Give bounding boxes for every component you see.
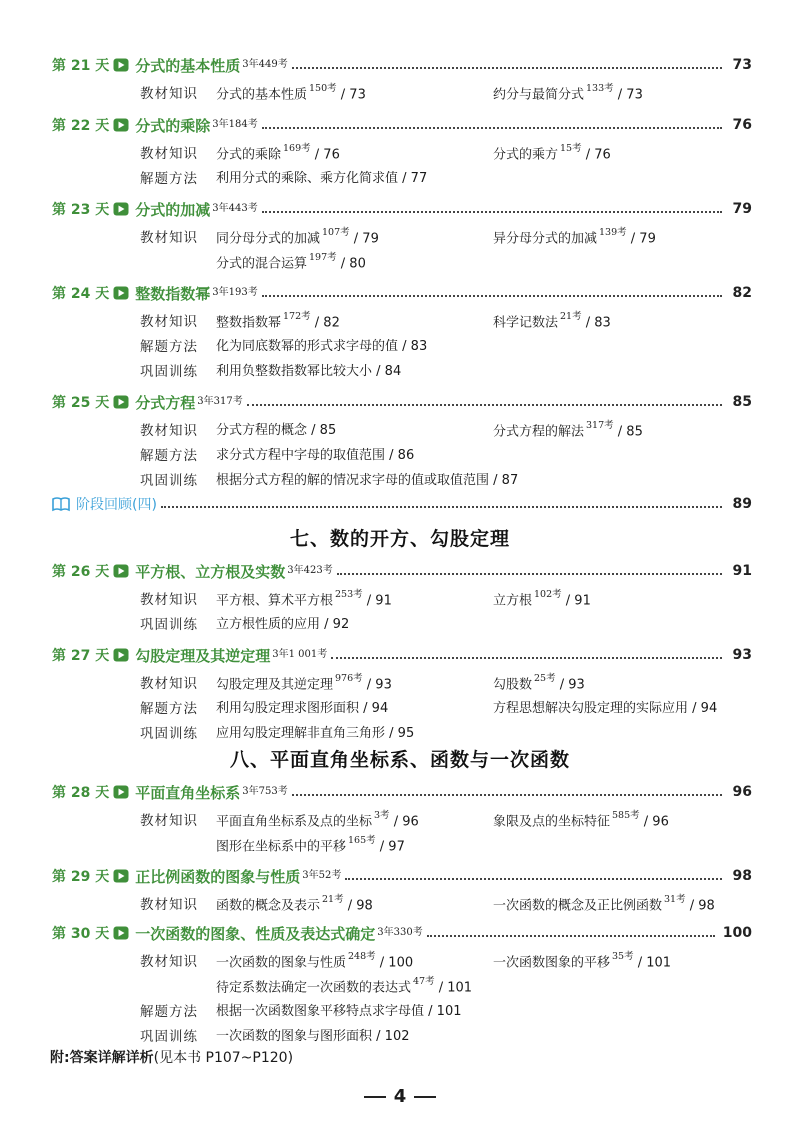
exam-stat: 3年317考 bbox=[197, 395, 243, 407]
day-heading[interactable] bbox=[52, 389, 752, 415]
topic-entry[interactable] bbox=[216, 950, 413, 970]
topic-text: 分式的乘除 bbox=[216, 147, 282, 163]
dot-leader bbox=[337, 573, 722, 575]
page-number: 98 bbox=[732, 868, 752, 884]
sub-section-row bbox=[140, 358, 760, 380]
topic-entry[interactable] bbox=[216, 251, 366, 271]
sub-section-label: 解题方法 bbox=[140, 339, 198, 355]
topic-text: 同分母分式的加减 bbox=[216, 231, 321, 247]
topic-text: 分式方程的解法 bbox=[493, 424, 585, 440]
dot-leader bbox=[161, 506, 722, 508]
topic-text: 方程思想解决勾股定理的实际应用 bbox=[493, 701, 689, 716]
topic-page: / 87 bbox=[493, 473, 519, 488]
sub-section-row bbox=[140, 224, 760, 246]
sub-section-row bbox=[140, 807, 760, 829]
topic-exam-stat: 197考 bbox=[309, 252, 337, 263]
day-number: 第 28 天 bbox=[52, 785, 110, 801]
topic-entry[interactable] bbox=[493, 419, 643, 439]
sub-section-row bbox=[140, 891, 760, 913]
topic-text: 立方根性质的应用 bbox=[216, 617, 321, 632]
sub-section-row bbox=[140, 140, 760, 162]
page-number: 76 bbox=[732, 117, 752, 133]
day-title: 平方根、立方根及实数 bbox=[135, 562, 286, 581]
topic-page: / 96 bbox=[393, 814, 419, 830]
topic-exam-stat: 150考 bbox=[309, 83, 337, 94]
topic-page: / 76 bbox=[314, 147, 340, 163]
sub-section-row bbox=[140, 249, 760, 271]
topic-entry[interactable] bbox=[493, 310, 611, 330]
topic-entry[interactable] bbox=[216, 588, 392, 608]
topic-page: / 91 bbox=[565, 593, 591, 609]
sub-section-row bbox=[140, 1023, 760, 1045]
day-heading[interactable] bbox=[52, 196, 752, 222]
topic-exam-stat: 133考 bbox=[586, 83, 614, 94]
topic-page: / 83 bbox=[585, 315, 611, 331]
topic-entry[interactable] bbox=[493, 82, 643, 102]
day-title: 整数指数幂 bbox=[135, 284, 211, 303]
topic-text: 分式的基本性质 bbox=[216, 87, 308, 103]
dot-leader bbox=[345, 878, 722, 880]
topic-exam-stat: 35考 bbox=[612, 951, 634, 962]
dot-leader bbox=[427, 935, 715, 937]
topic-page: / 85 bbox=[617, 424, 643, 440]
topic-page: / 101 bbox=[428, 1004, 462, 1019]
topic-text: 根据一次函数图象平移特点求字母值 bbox=[216, 1004, 425, 1019]
exam-stat: 3年330考 bbox=[377, 926, 423, 938]
sub-section-row bbox=[140, 670, 760, 692]
exam-stat: 3年193考 bbox=[212, 286, 258, 298]
topic-exam-stat: 47考 bbox=[413, 976, 435, 987]
topic-text: 平面直角坐标系及点的坐标 bbox=[216, 814, 373, 830]
sub-section-row bbox=[140, 442, 760, 464]
topic-text: 整数指数幂 bbox=[216, 315, 282, 331]
review-heading[interactable] bbox=[52, 492, 752, 516]
exam-stat: 3年443考 bbox=[212, 202, 258, 214]
play-video-icon[interactable] bbox=[113, 785, 129, 799]
exam-stat: 3年184考 bbox=[212, 118, 258, 130]
day-title: 勾股定理及其逆定理 bbox=[135, 646, 271, 665]
day-number: 第 30 天 bbox=[52, 926, 110, 942]
topic-page: / 79 bbox=[630, 231, 656, 247]
day-number: 第 29 天 bbox=[52, 869, 110, 885]
topic-text: 立方根 bbox=[493, 593, 533, 609]
sub-section-row bbox=[140, 720, 760, 742]
topic-exam-stat: 31考 bbox=[664, 894, 686, 905]
day-title: 分式的基本性质 bbox=[135, 56, 241, 75]
sub-section-row bbox=[140, 165, 760, 187]
sub-section-label: 巩固训练 bbox=[140, 1029, 198, 1045]
topic-entry[interactable] bbox=[216, 697, 388, 716]
topic-page: / 73 bbox=[340, 87, 366, 103]
topic-entry[interactable] bbox=[216, 419, 336, 438]
topic-entry[interactable] bbox=[216, 444, 414, 463]
topic-entry[interactable] bbox=[216, 613, 349, 632]
day-number: 第 23 天 bbox=[52, 202, 110, 218]
topic-entry[interactable] bbox=[216, 226, 379, 246]
topic-page: / 94 bbox=[363, 701, 389, 716]
topic-page: / 98 bbox=[347, 898, 373, 914]
sub-section-label: 教材知识 bbox=[140, 954, 198, 970]
topic-entry[interactable] bbox=[216, 1025, 409, 1044]
sub-section-label: 巩固训练 bbox=[140, 364, 198, 380]
sub-section-label: 解题方法 bbox=[140, 701, 198, 717]
page-number: 82 bbox=[732, 285, 752, 301]
sub-section-row bbox=[140, 948, 760, 970]
topic-text: 象限及点的坐标特征 bbox=[493, 814, 611, 830]
topic-text: 待定系数法确定一次函数的表达式 bbox=[216, 980, 412, 996]
topic-entry[interactable] bbox=[493, 226, 656, 246]
footer-page-label: 4 bbox=[393, 1086, 407, 1107]
play-video-icon[interactable] bbox=[113, 926, 129, 940]
topic-page: / 82 bbox=[314, 315, 340, 331]
topic-text: 勾股数 bbox=[493, 677, 533, 693]
topic-page: / 93 bbox=[559, 677, 585, 693]
topic-entry[interactable] bbox=[216, 672, 392, 692]
sub-section-row bbox=[140, 467, 760, 489]
topic-text: 应用勾股定理解非直角三角形 bbox=[216, 726, 386, 741]
topic-entry[interactable] bbox=[216, 834, 405, 854]
topic-entry[interactable] bbox=[216, 142, 340, 162]
sub-section-row bbox=[140, 998, 760, 1020]
dot-leader bbox=[292, 794, 722, 796]
page-number: 100 bbox=[722, 925, 752, 941]
topic-entry[interactable] bbox=[493, 809, 669, 829]
page-number: 85 bbox=[732, 394, 752, 410]
exam-stat: 3年449考 bbox=[242, 58, 288, 70]
topic-exam-stat: 102考 bbox=[534, 589, 562, 600]
topic-page: / 76 bbox=[585, 147, 611, 163]
sub-section-label: 解题方法 bbox=[140, 1004, 198, 1020]
topic-entry[interactable] bbox=[216, 722, 414, 741]
topic-exam-stat: 172考 bbox=[283, 311, 311, 322]
topic-exam-stat: 976考 bbox=[335, 673, 363, 684]
dot-leader bbox=[292, 67, 722, 69]
sub-section-label: 教材知识 bbox=[140, 676, 198, 692]
day-number: 第 21 天 bbox=[52, 58, 110, 74]
topic-page: / 92 bbox=[324, 617, 350, 632]
page-number: 89 bbox=[732, 496, 752, 512]
day-heading[interactable] bbox=[52, 558, 752, 584]
sub-section-label: 教材知识 bbox=[140, 813, 198, 829]
topic-page: / 80 bbox=[340, 256, 366, 272]
topic-entry[interactable] bbox=[216, 167, 427, 186]
footer-dash-right bbox=[414, 1096, 436, 1098]
topic-text: 平方根、算术平方根 bbox=[216, 593, 334, 609]
footer-page-number bbox=[0, 1086, 800, 1107]
day-heading[interactable] bbox=[52, 112, 752, 138]
topic-text: 分式的混合运算 bbox=[216, 256, 308, 272]
topic-exam-stat: 169考 bbox=[283, 143, 311, 154]
sub-section-row bbox=[140, 832, 760, 854]
day-number: 第 22 天 bbox=[52, 118, 110, 134]
topic-page: / 86 bbox=[389, 448, 415, 463]
topic-exam-stat: 15考 bbox=[560, 143, 582, 154]
day-number: 第 25 天 bbox=[52, 395, 110, 411]
topic-text: 一次函数的概念及正比例函数 bbox=[493, 898, 663, 914]
topic-page: / 84 bbox=[376, 364, 402, 379]
topic-entry[interactable] bbox=[216, 893, 373, 913]
topic-entry[interactable] bbox=[493, 588, 591, 608]
topic-exam-stat: 253考 bbox=[335, 589, 363, 600]
exam-stat: 3年753考 bbox=[242, 785, 288, 797]
sub-section-row bbox=[140, 973, 760, 995]
topic-page: / 85 bbox=[311, 423, 337, 438]
topic-page: / 102 bbox=[376, 1029, 410, 1044]
day-title: 分式方程 bbox=[135, 393, 196, 412]
topic-page: / 91 bbox=[366, 593, 392, 609]
day-title: 平面直角坐标系 bbox=[135, 783, 241, 802]
topic-text: 一次函数图象的平移 bbox=[493, 955, 611, 971]
topic-exam-stat: 165考 bbox=[348, 835, 376, 846]
topic-entry[interactable] bbox=[493, 142, 611, 162]
topic-entry[interactable] bbox=[493, 950, 671, 970]
topic-page: / 101 bbox=[637, 955, 672, 971]
topic-exam-stat: 139考 bbox=[599, 227, 627, 238]
topic-text: 根据分式方程的解的情况求字母的值或取值范围 bbox=[216, 473, 490, 488]
topic-exam-stat: 21考 bbox=[560, 311, 582, 322]
topic-text: 异分母分式的加减 bbox=[493, 231, 598, 247]
play-video-icon[interactable] bbox=[113, 564, 129, 578]
topic-page: / 100 bbox=[379, 955, 414, 971]
day-title: 正比例函数的图象与性质 bbox=[135, 867, 301, 886]
topic-text: 勾股定理及其逆定理 bbox=[216, 677, 334, 693]
topic-entry[interactable] bbox=[216, 335, 427, 354]
topic-exam-stat: 21考 bbox=[322, 894, 344, 905]
sub-section-label: 巩固训练 bbox=[140, 473, 198, 489]
day-heading[interactable] bbox=[52, 280, 752, 306]
day-title: 分式的乘除 bbox=[135, 116, 211, 135]
review-title: 阶段回顾(四) bbox=[76, 497, 157, 513]
chapter-title: 八、平面直角坐标系、函数与一次函数 bbox=[229, 749, 570, 771]
topic-text: 科学记数法 bbox=[493, 315, 559, 331]
sub-section-row bbox=[140, 586, 760, 608]
topic-text: 函数的概念及表示 bbox=[216, 898, 321, 914]
sub-section-label: 巩固训练 bbox=[140, 726, 198, 742]
sub-section-label: 教材知识 bbox=[140, 146, 198, 162]
topic-page: / 77 bbox=[402, 171, 428, 186]
sub-section-label: 教材知识 bbox=[140, 230, 198, 246]
day-title: 一次函数的图象、性质及表达式确定 bbox=[135, 924, 376, 943]
footer-dash-left bbox=[364, 1096, 386, 1098]
topic-page: / 93 bbox=[366, 677, 392, 693]
day-title: 分式的加减 bbox=[135, 200, 211, 219]
topic-entry[interactable] bbox=[216, 310, 340, 330]
sub-section-row bbox=[140, 695, 760, 717]
topic-exam-stat: 248考 bbox=[348, 951, 376, 962]
appendix-detail: (见本书 P107~P120) bbox=[153, 1050, 294, 1066]
topic-entry[interactable] bbox=[216, 469, 518, 488]
day-number: 第 27 天 bbox=[52, 648, 110, 664]
dot-leader bbox=[262, 211, 722, 213]
page-number: 96 bbox=[732, 784, 752, 800]
dot-leader bbox=[262, 127, 722, 129]
topic-page: / 95 bbox=[389, 726, 415, 741]
sub-section-label: 解题方法 bbox=[140, 448, 198, 464]
sub-section-label: 巩固训练 bbox=[140, 617, 198, 633]
day-heading[interactable] bbox=[52, 642, 752, 668]
topic-text: 一次函数的图象与图形面积 bbox=[216, 1029, 373, 1044]
day-number: 第 26 天 bbox=[52, 564, 110, 580]
play-video-icon[interactable] bbox=[113, 648, 129, 662]
topic-text: 分式方程的概念 bbox=[216, 423, 308, 438]
topic-exam-stat: 585考 bbox=[612, 810, 640, 821]
play-video-icon[interactable] bbox=[113, 869, 129, 883]
sub-section-label: 解题方法 bbox=[140, 171, 198, 187]
sub-section-label: 教材知识 bbox=[140, 897, 198, 913]
topic-entry[interactable] bbox=[493, 672, 585, 692]
topic-entry[interactable] bbox=[216, 1000, 461, 1019]
day-heading[interactable] bbox=[52, 52, 752, 78]
page-number: 73 bbox=[732, 57, 752, 73]
sub-section-label: 教材知识 bbox=[140, 423, 198, 439]
sub-section-row bbox=[140, 333, 760, 355]
sub-section-label: 教材知识 bbox=[140, 86, 198, 102]
topic-text: 约分与最简分式 bbox=[493, 87, 585, 103]
book-icon bbox=[52, 496, 70, 512]
topic-page: / 73 bbox=[617, 87, 643, 103]
topic-page: / 94 bbox=[692, 701, 718, 716]
sub-section-row bbox=[140, 308, 760, 330]
play-video-icon[interactable] bbox=[113, 395, 129, 409]
topic-text: 利用分式的乘除、乘方化简求值 bbox=[216, 171, 399, 186]
topic-entry[interactable] bbox=[216, 360, 401, 379]
sub-section-row bbox=[140, 417, 760, 439]
topic-text: 一次函数的图象与性质 bbox=[216, 955, 347, 971]
topic-entry[interactable] bbox=[216, 809, 419, 829]
exam-stat: 3年423考 bbox=[287, 564, 333, 576]
exam-stat: 3年1 001考 bbox=[272, 648, 328, 660]
dot-leader bbox=[262, 295, 722, 297]
topic-entry[interactable] bbox=[493, 893, 715, 913]
page-number: 79 bbox=[732, 201, 752, 217]
topic-text: 化为同底数幂的形式求字母的值 bbox=[216, 339, 399, 354]
topic-page: / 83 bbox=[402, 339, 428, 354]
topic-exam-stat: 317考 bbox=[586, 420, 614, 431]
appendix-label: 附:答案详解详析 bbox=[50, 1050, 154, 1066]
topic-page: / 101 bbox=[438, 980, 473, 996]
play-video-icon[interactable] bbox=[113, 286, 129, 300]
topic-page: / 97 bbox=[379, 839, 405, 855]
sub-section-label: 教材知识 bbox=[140, 592, 198, 608]
topic-exam-stat: 107考 bbox=[322, 227, 350, 238]
page-number: 93 bbox=[732, 647, 752, 663]
exam-stat: 3年52考 bbox=[302, 869, 342, 881]
topic-entry[interactable] bbox=[216, 82, 366, 102]
topic-exam-stat: 25考 bbox=[534, 673, 556, 684]
dot-leader bbox=[247, 404, 722, 406]
topic-text: 图形在坐标系中的平移 bbox=[216, 839, 347, 855]
chapter-title: 七、数的开方、勾股定理 bbox=[289, 528, 510, 550]
day-number: 第 24 天 bbox=[52, 286, 110, 302]
topic-page: / 79 bbox=[353, 231, 379, 247]
play-video-icon[interactable] bbox=[113, 118, 129, 132]
topic-page: / 96 bbox=[643, 814, 669, 830]
play-video-icon[interactable] bbox=[113, 58, 129, 72]
day-heading[interactable] bbox=[52, 779, 752, 805]
topic-text: 求分式方程中字母的取值范围 bbox=[216, 448, 386, 463]
topic-entry[interactable] bbox=[493, 697, 717, 716]
topic-text: 利用负整数指数幂比较大小 bbox=[216, 364, 373, 379]
day-heading[interactable] bbox=[52, 863, 752, 889]
appendix-note bbox=[50, 1047, 293, 1067]
sub-section-label: 教材知识 bbox=[140, 314, 198, 330]
topic-page: / 98 bbox=[689, 898, 715, 914]
topic-text: 分式的乘方 bbox=[493, 147, 559, 163]
play-video-icon[interactable] bbox=[113, 202, 129, 216]
page-number: 91 bbox=[732, 563, 752, 579]
topic-exam-stat: 3考 bbox=[374, 810, 390, 821]
sub-section-row bbox=[140, 611, 760, 633]
sub-section-row bbox=[140, 80, 760, 102]
dot-leader bbox=[331, 657, 722, 659]
topic-entry[interactable] bbox=[216, 975, 472, 995]
topic-text: 利用勾股定理求图形面积 bbox=[216, 701, 360, 716]
day-heading[interactable] bbox=[52, 920, 752, 946]
